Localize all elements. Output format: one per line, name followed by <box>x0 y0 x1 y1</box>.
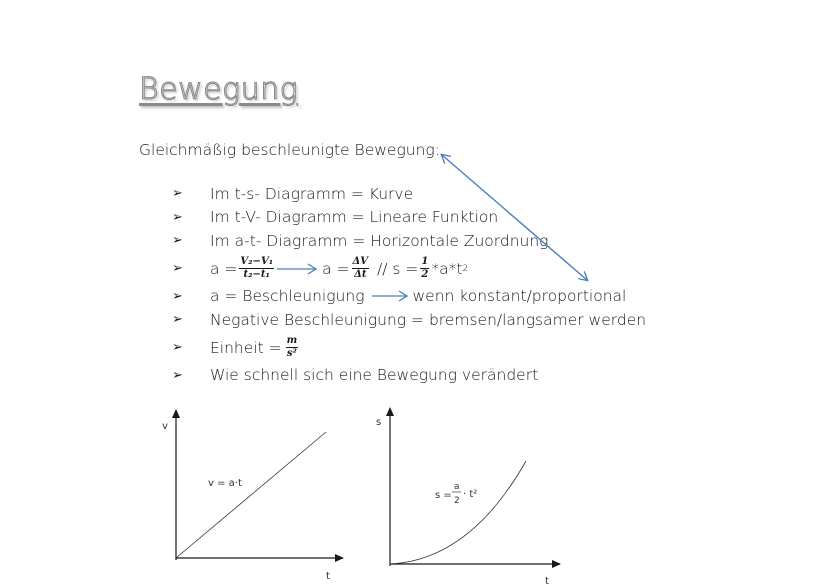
formula-a-label-2: a = <box>322 259 350 278</box>
fraction-denominator: t₂−t₁ <box>243 269 270 280</box>
y-axis-label: v <box>162 421 168 432</box>
x-axis-label: t <box>326 571 330 582</box>
formula-exponent: 2 <box>462 263 469 274</box>
bullet-arrow-icon: ➢ <box>172 312 183 328</box>
bullet-arrow-icon: ➢ <box>172 233 183 249</box>
bullet-text: Im t-s- Diagramm = Kurve <box>210 184 414 203</box>
fraction-denominator: s² <box>286 348 297 359</box>
bullet-text: Wie schnell sich eine Bewegung verändert <box>210 366 539 385</box>
bullet-arrow-icon: ➢ <box>172 367 183 383</box>
formula-s-rest: *a*t <box>431 259 463 278</box>
formula-s-label: // s = <box>377 259 419 278</box>
bullet-text-continued: wenn konstant/proportional <box>412 287 627 306</box>
bullet-text: Im t-V- Diagramm = Lineare Funktion <box>210 208 499 227</box>
chart-distance-time <box>376 408 560 587</box>
chart-annotation: v = a·t <box>208 478 242 489</box>
x-axis-label: t <box>545 576 549 587</box>
bullet-arrow-icon: ➢ <box>172 261 183 276</box>
chart-annotation-denominator: 2 <box>454 496 460 506</box>
bullet-arrow-icon: ➢ <box>172 340 183 355</box>
fraction-numerator: m <box>286 335 298 346</box>
section-subtitle: Gleichmäßig beschleunigte Bewegung: <box>139 141 440 159</box>
bullet-text: Im a-t- Diagramm = Horizontale Zuordnung <box>210 231 549 250</box>
page-title: Bewegung <box>139 72 299 107</box>
fraction-numerator: ΔV <box>352 256 369 267</box>
formula-a-label: a = <box>210 259 238 278</box>
quadratic-series-curve <box>390 461 526 564</box>
bullet-arrow-icon: ➢ <box>172 209 183 225</box>
unit-label: Einheit = <box>210 338 282 357</box>
fraction-numerator: 1 <box>421 256 429 267</box>
bullet-arrow-icon: ➢ <box>172 186 183 202</box>
bullet-text: a = Beschleunigung <box>210 287 365 306</box>
double-arrow-icon <box>442 155 587 280</box>
y-axis-label: s <box>376 417 382 428</box>
fraction-numerator: V₂−V₁ <box>240 256 274 267</box>
fraction-denominator: 2 <box>421 269 429 280</box>
bullet-text: Negative Beschleunigung = bremsen/langsamer werden <box>210 310 647 329</box>
chart-velocity-time <box>162 410 343 582</box>
linear-series-line <box>176 432 326 558</box>
chart-annotation-left: s = <box>435 490 452 501</box>
bullet-arrow-icon: ➢ <box>172 288 183 304</box>
chart-annotation-numerator: a <box>454 482 460 492</box>
chart-annotation-right: · t² <box>463 489 478 500</box>
fraction-denominator: Δt <box>354 269 367 280</box>
